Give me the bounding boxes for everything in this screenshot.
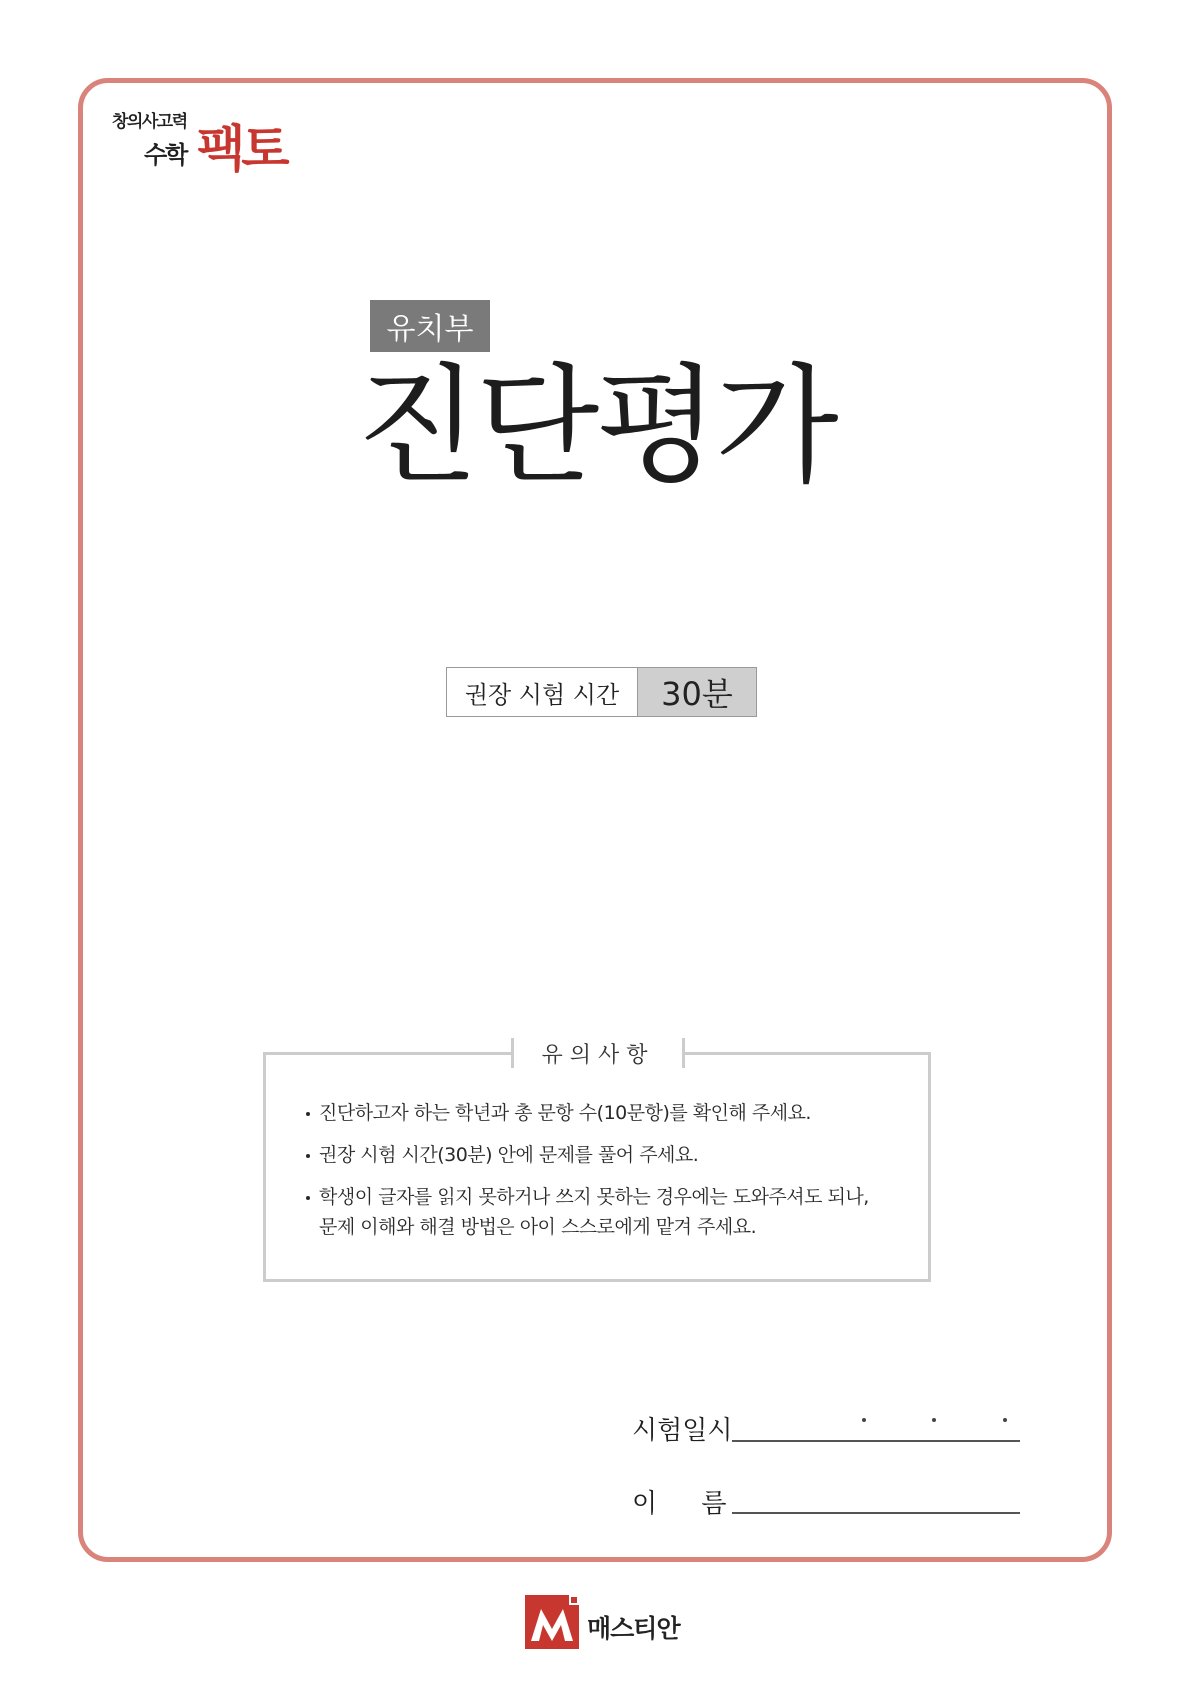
- notes-header-divider-right: [682, 1038, 685, 1068]
- student-name-label: 이 름: [632, 1489, 727, 1519]
- date-separator-dot: [932, 1418, 936, 1422]
- page-frame: [78, 78, 1112, 1562]
- page-title: 진단평가: [356, 352, 835, 501]
- notes-item-text-continued: 문제 이해와 해결 방법은 아이 스스로에게 맡겨 주세요.: [319, 1216, 757, 1238]
- mastian-logo-icon: [525, 1595, 583, 1651]
- notes-item: [306, 1098, 906, 1128]
- brand-name: 팩토: [197, 120, 286, 178]
- notes-list: [306, 1098, 906, 1254]
- notes-item-text: 학생이 글자를 읽지 못하거나 쓰지 못하는 경우에는 도와주셔도 되나,: [319, 1186, 869, 1208]
- notes-item-text: 권장 시험 시간(30분) 안에 문제를 풀어 주세요.: [319, 1144, 699, 1166]
- notes-header: [511, 1038, 685, 1068]
- notes-item-text: 진단하고자 하는 학년과 총 문항 수(10문항)를 확인해 주세요.: [319, 1102, 811, 1124]
- brand-line1: 창의사고력: [112, 112, 187, 132]
- student-name-field[interactable]: [732, 1512, 1020, 1514]
- brand-logo: [110, 105, 300, 178]
- exam-date-field[interactable]: [732, 1440, 1020, 1442]
- notes-title: 유의사항: [541, 1042, 655, 1068]
- brand-line2: 수학: [144, 141, 187, 169]
- notes-box: [263, 1052, 931, 1282]
- level-badge: 유치부: [370, 300, 490, 352]
- recommended-time-label: 권장 시험 시간: [447, 668, 638, 716]
- recommended-time-value: 30분: [638, 668, 756, 716]
- recommended-time-box: [446, 667, 757, 717]
- date-separator-dot: [862, 1418, 866, 1422]
- notes-item: [306, 1140, 906, 1170]
- date-separator-dot: [1003, 1418, 1007, 1422]
- exam-date-label: 시험일시: [632, 1416, 733, 1446]
- notes-header-divider-left: [511, 1038, 514, 1068]
- publisher-logo: [525, 1595, 685, 1655]
- publisher-name: 매스티안: [587, 1614, 680, 1643]
- notes-item: [306, 1182, 906, 1242]
